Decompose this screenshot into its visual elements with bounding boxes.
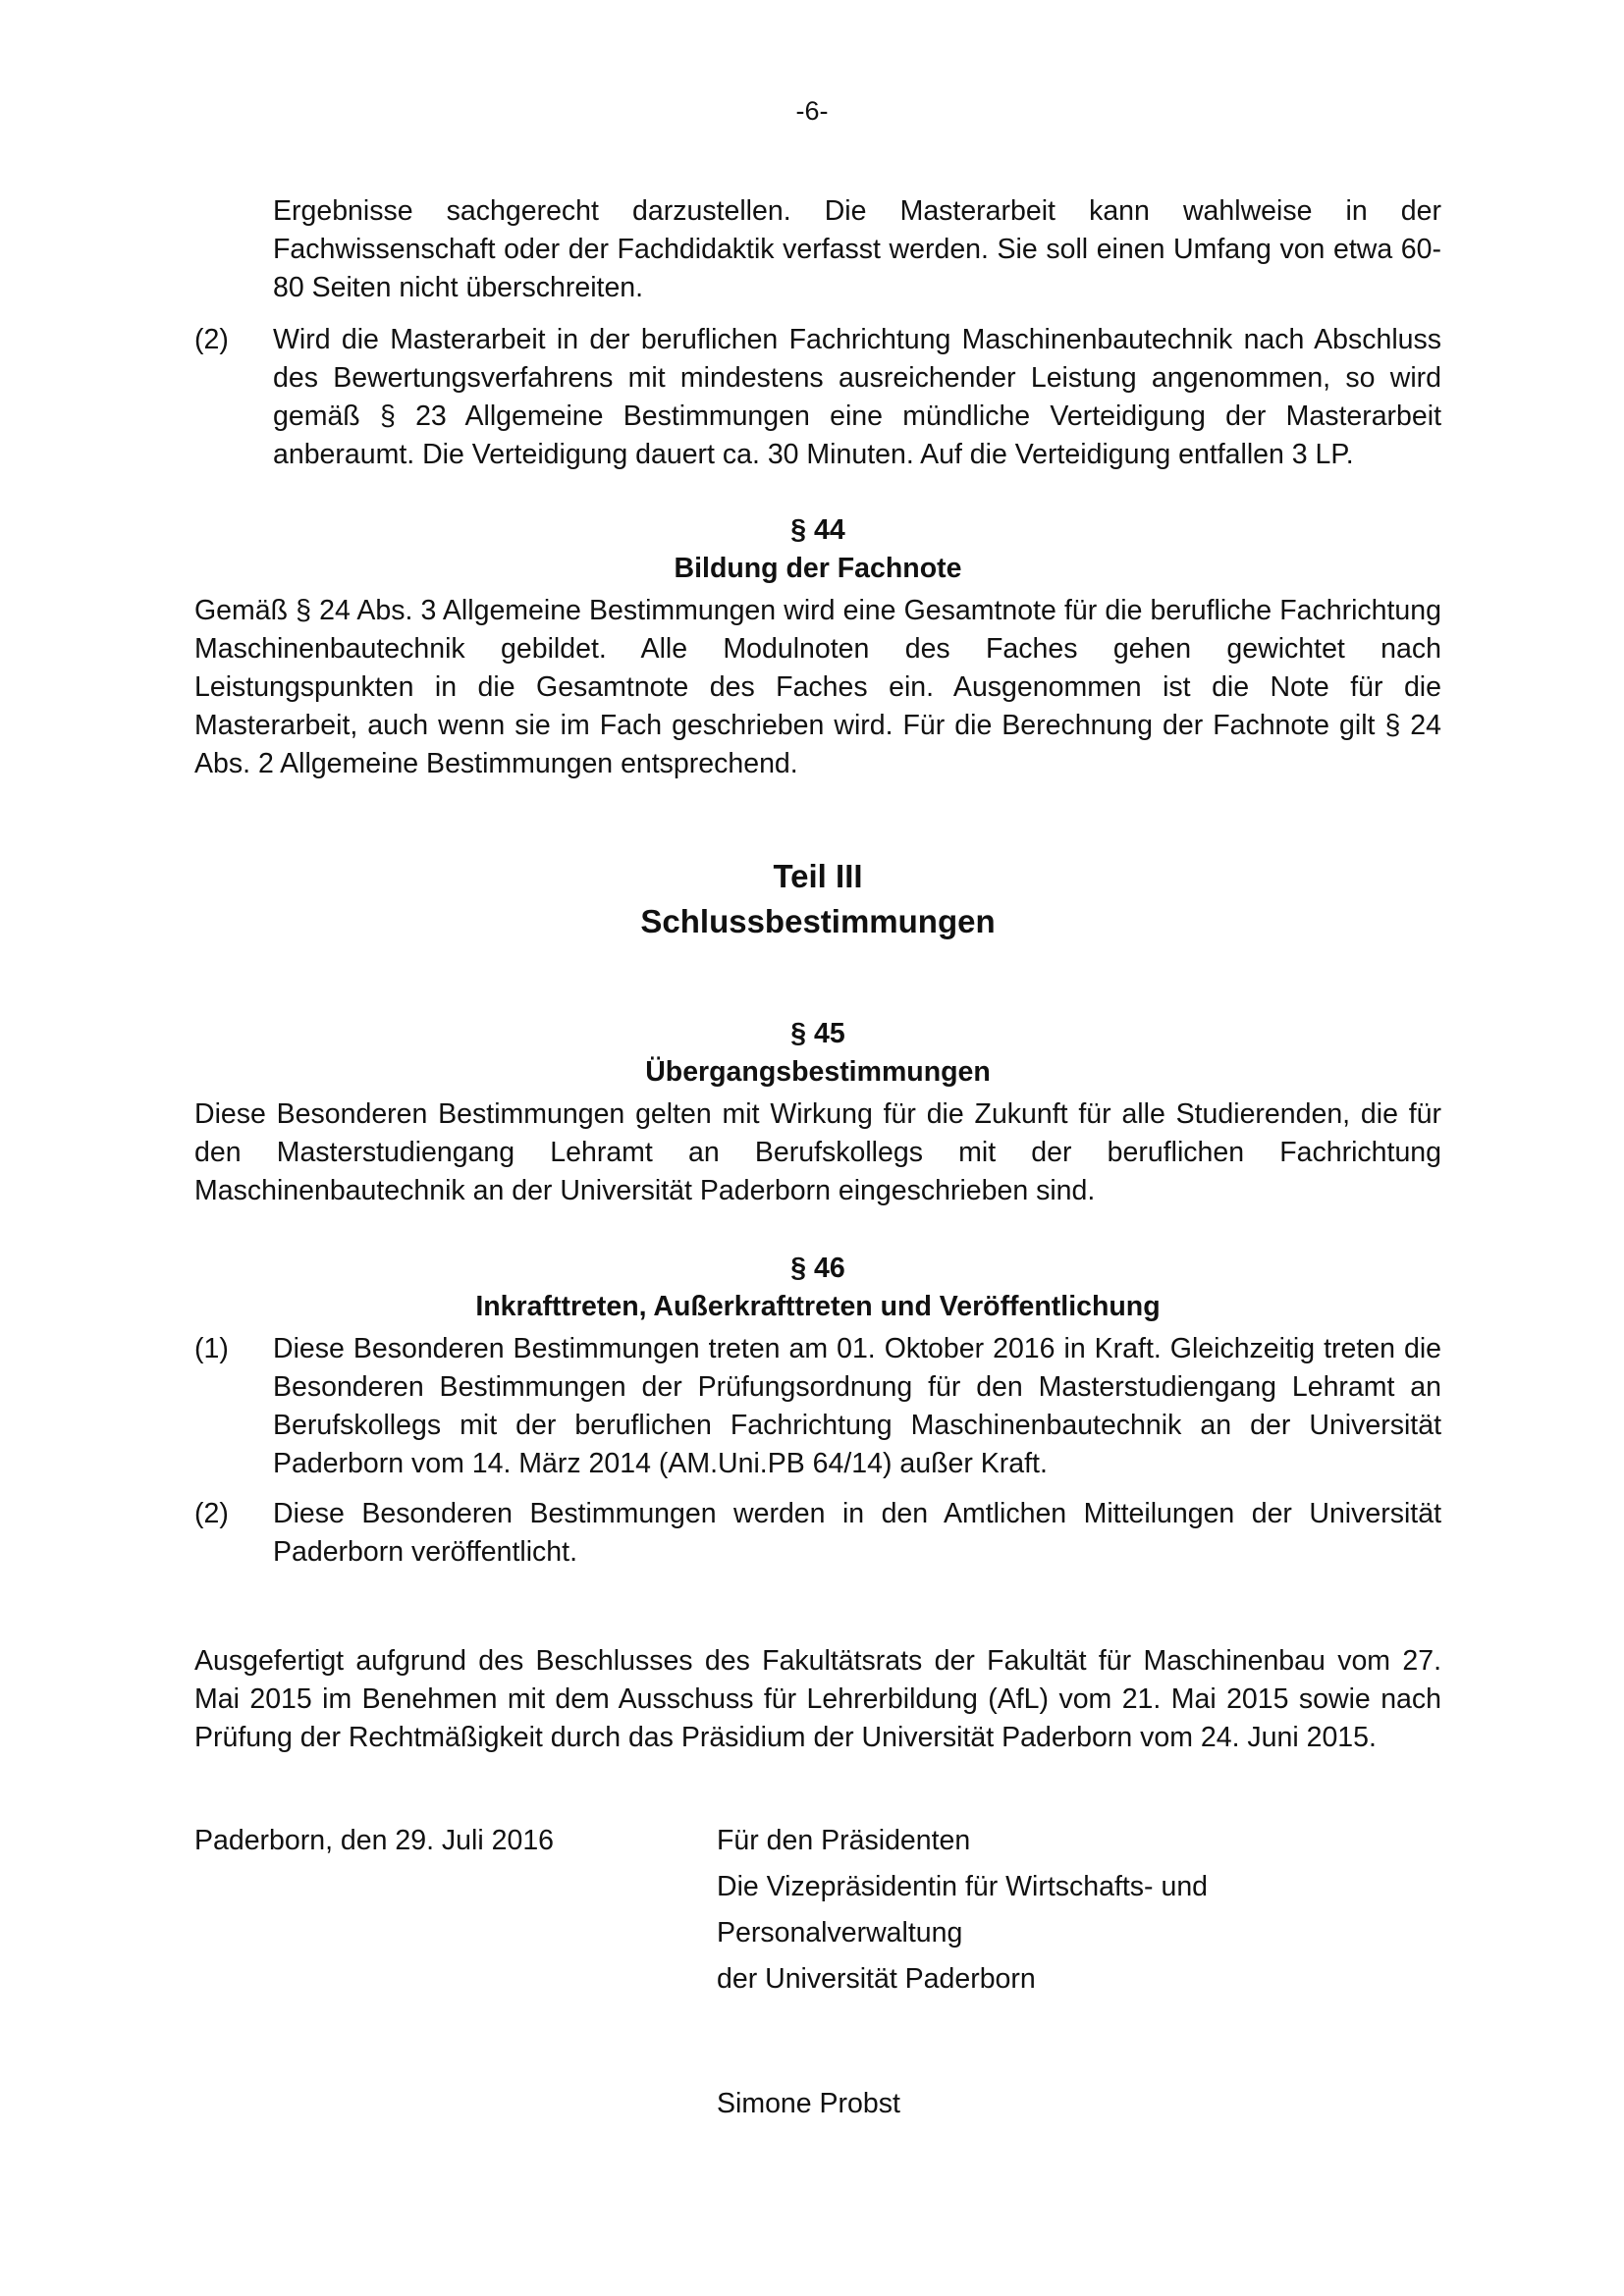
signature-block [194, 1818, 1441, 2127]
page-number: -6- [795, 96, 829, 126]
part-label: Teil III [773, 858, 863, 894]
section-45-number: § 45 [790, 1018, 845, 1049]
signature-line-1: Für den Präsidenten [717, 1825, 971, 1856]
section-45-title: Übergangsbestimmungen [645, 1056, 991, 1088]
section-46-item-2 [194, 1495, 1441, 1572]
place-date: Paderborn, den 29. Juli 2016 [194, 1825, 555, 1856]
intro-paragraph: Ergebnisse sachgerecht darzustellen. Die Masterarbeit kann wahlweise in der Fachwissenschaft oder der Fachdidaktik verfasst werden. Sie soll einen Umfang von etwa 60-80 Seiten nicht überschreiten. [273, 195, 1441, 303]
section-46-number: § 46 [790, 1253, 845, 1284]
section-45-text: Diese Besonderen Bestimmungen gelten mit Wirkung für die Zukunft für alle Studierenden, die für den Masterstudiengang Lehramt an Berufskollegs mit der beruflichen Fachrichtung Maschinenbautechnik an der Universität Paderborn eingeschrieben sind. [194, 1098, 1441, 1206]
section-46-title: Inkrafttreten, Außerkrafttreten und Veröffentlichung [475, 1291, 1161, 1322]
signer-name: Simone Probst [717, 2088, 900, 2119]
section-44-text: Gemäß § 24 Abs. 3 Allgemeine Bestimmungen wird eine Gesamtnote für die berufliche Fachrichtung Maschinenbautechnik gebildet. Alle Modulnoten des Faches gehen gewichtet nach Leistungspunkten in die Gesamtnote des Faches ein. Ausgenommen ist die Note für die Masterarbeit, auch wenn sie im Fach geschrieben wird. Für die Berechnung der Fachnote gilt § 24 Abs. 2 Allgemeine Bestimmungen entsprechend. [194, 595, 1441, 779]
list-item-text: Wird die Masterarbeit in der beruflichen Fachrichtung Maschinenbautechnik nach Abschluss des Bewertungsverfahrens mit mindestens ausreichender Leistung angenommen, so wird gemäß § 23 Allgemeine Bestimmungen eine mündliche Verteidigung der Masterarbeit anberaumt. Die Verteidigung dauert ca. 30 Minuten. Auf die Verteidigung entfallen 3 LP. [273, 324, 1441, 470]
signature-line-2: Die Vizepräsidentin für Wirtschafts- und Personalverwaltung [717, 1871, 1209, 1949]
intro-list-item [194, 321, 1441, 474]
signature-line-3: der Universität Paderborn [717, 1963, 1036, 1995]
signature-authority [717, 1818, 1441, 2127]
list-item-number: (2) [194, 1498, 229, 1529]
closing-paragraph: Ausgefertigt aufgrund des Beschlusses des Fakultätsrats der Fakultät für Maschinenbau vom 27. Mai 2015 im Benehmen mit dem Ausschuss für Lehrerbildung (AfL) vom 21. Mai 2015 sowie nach Prüfung der Rechtmäßigkeit durch das Präsidium der Universität Paderborn vom 24. Juni 2015. [194, 1645, 1441, 1753]
document-body [194, 192, 1441, 2127]
list-item-number: (2) [194, 324, 229, 355]
section-44-title: Bildung der Fachnote [674, 553, 962, 584]
part-heading [194, 854, 1441, 944]
part-title: Schlussbestimmungen [640, 903, 996, 939]
section-44-number: § 44 [790, 514, 845, 546]
list-item-text: Diese Besonderen Bestimmungen werden in den Amtlichen Mitteilungen der Universität Paderborn veröffentlicht. [273, 1498, 1441, 1568]
list-item-text: Diese Besonderen Bestimmungen treten am 01. Oktober 2016 in Kraft. Gleichzeitig treten die Besonderen Bestimmungen der Prüfungsordnung für den Masterstudiengang Lehramt an Berufskollegs mit der beruflichen Fachrichtung Maschinenbautechnik an der Universität Paderborn vom 14. März 2014 (AM.Uni.PB 64/14) außer Kraft. [273, 1333, 1441, 1479]
list-item-number: (1) [194, 1333, 229, 1364]
section-46-item-1 [194, 1330, 1441, 1483]
